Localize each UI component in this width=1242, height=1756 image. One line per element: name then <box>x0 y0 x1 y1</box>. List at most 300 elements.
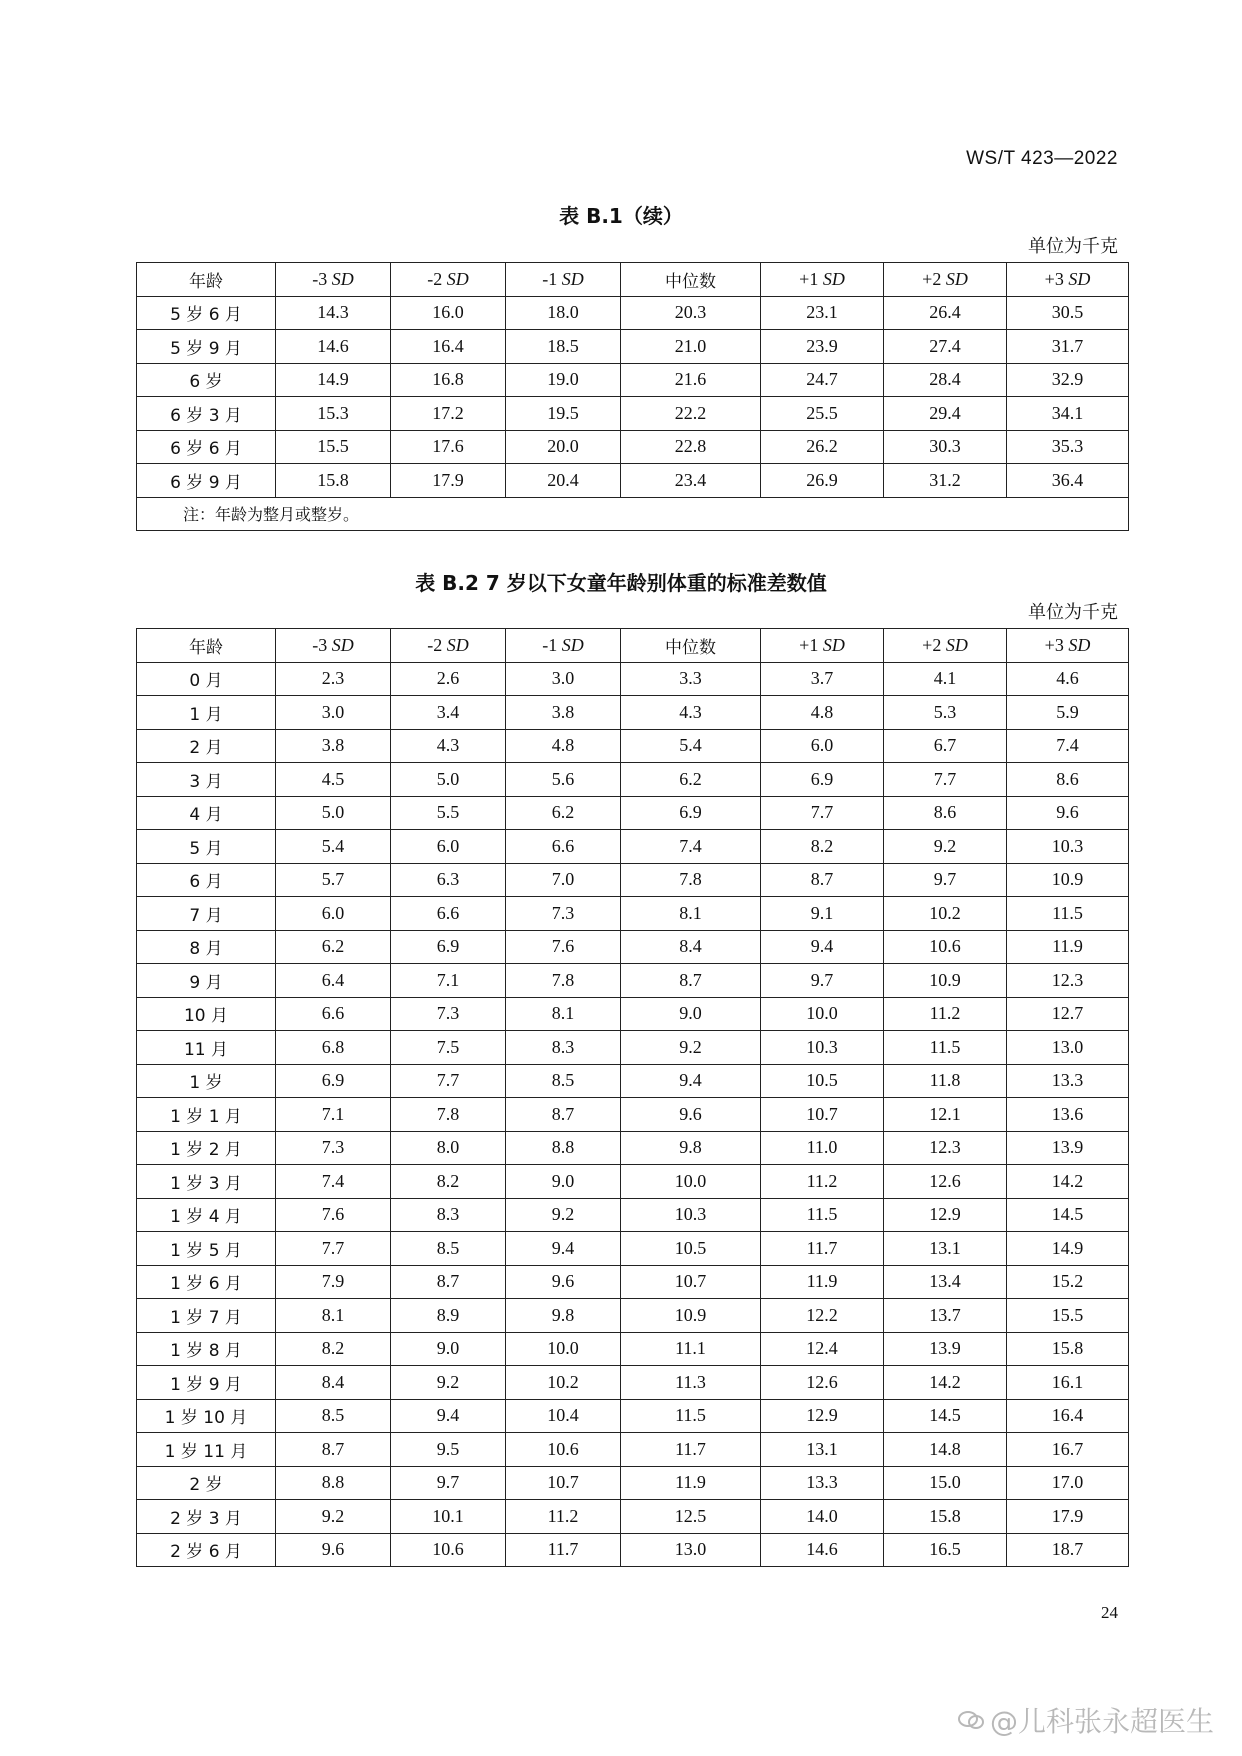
value-cell: 4.6 <box>1007 662 1129 696</box>
table-row <box>137 1533 1129 1567</box>
value-cell: 11.9 <box>1007 930 1129 964</box>
table1-col-header: +2 SD <box>884 263 1007 297</box>
age-cell: 6 月 <box>137 863 276 897</box>
table-row <box>137 1165 1129 1199</box>
value-cell: 8.2 <box>761 830 884 864</box>
value-cell: 32.9 <box>1007 363 1129 397</box>
value-cell: 12.9 <box>761 1399 884 1433</box>
value-cell: 13.6 <box>1007 1098 1129 1132</box>
age-cell: 2 岁 3 月 <box>137 1500 276 1534</box>
value-cell: 6.9 <box>621 796 761 830</box>
value-cell: 17.0 <box>1007 1466 1129 1500</box>
value-cell: 26.4 <box>884 296 1007 330</box>
age-cell: 1 岁 8 月 <box>137 1332 276 1366</box>
value-cell: 10.6 <box>391 1533 506 1567</box>
value-cell: 9.7 <box>884 863 1007 897</box>
table1 <box>136 262 1129 531</box>
value-cell: 12.5 <box>621 1500 761 1534</box>
value-cell: 16.1 <box>1007 1366 1129 1400</box>
table-row <box>137 729 1129 763</box>
value-cell: 9.2 <box>621 1031 761 1065</box>
value-cell: 8.4 <box>621 930 761 964</box>
value-cell: 11.5 <box>761 1198 884 1232</box>
value-cell: 26.9 <box>761 464 884 498</box>
age-cell: 11 月 <box>137 1031 276 1065</box>
value-cell: 12.3 <box>884 1131 1007 1165</box>
value-cell: 6.0 <box>761 729 884 763</box>
value-cell: 6.2 <box>621 763 761 797</box>
table2-header-row <box>137 629 1129 663</box>
value-cell: 7.8 <box>621 863 761 897</box>
age-cell: 1 岁 11 月 <box>137 1433 276 1467</box>
value-cell: 9.4 <box>391 1399 506 1433</box>
value-cell: 7.7 <box>761 796 884 830</box>
value-cell: 8.4 <box>276 1366 391 1400</box>
value-cell: 8.5 <box>506 1064 621 1098</box>
value-cell: 18.0 <box>506 296 621 330</box>
value-cell: 23.9 <box>761 330 884 364</box>
value-cell: 14.9 <box>276 363 391 397</box>
value-cell: 5.3 <box>884 696 1007 730</box>
value-cell: 6.6 <box>506 830 621 864</box>
value-cell: 14.0 <box>761 1500 884 1534</box>
value-cell: 6.4 <box>276 964 391 998</box>
value-cell: 5.4 <box>621 729 761 763</box>
value-cell: 7.3 <box>506 897 621 931</box>
value-cell: 9.6 <box>506 1265 621 1299</box>
age-cell: 2 岁 6 月 <box>137 1533 276 1567</box>
value-cell: 10.7 <box>621 1265 761 1299</box>
value-cell: 3.4 <box>391 696 506 730</box>
value-cell: 13.0 <box>621 1533 761 1567</box>
value-cell: 15.3 <box>276 397 391 431</box>
value-cell: 17.6 <box>391 430 506 464</box>
value-cell: 29.4 <box>884 397 1007 431</box>
value-cell: 30.5 <box>1007 296 1129 330</box>
value-cell: 8.5 <box>276 1399 391 1433</box>
value-cell: 2.3 <box>276 662 391 696</box>
value-cell: 14.5 <box>884 1399 1007 1433</box>
value-cell: 11.8 <box>884 1064 1007 1098</box>
value-cell: 3.0 <box>506 662 621 696</box>
value-cell: 9.2 <box>884 830 1007 864</box>
table2-col-header: -2 SD <box>391 629 506 663</box>
age-cell: 7 月 <box>137 897 276 931</box>
age-cell: 1 岁 10 月 <box>137 1399 276 1433</box>
table1-col-header: +3 SD <box>1007 263 1129 297</box>
value-cell: 6.6 <box>276 997 391 1031</box>
value-cell: 14.8 <box>884 1433 1007 1467</box>
value-cell: 19.5 <box>506 397 621 431</box>
table2-col-header: -3 SD <box>276 629 391 663</box>
value-cell: 9.6 <box>621 1098 761 1132</box>
table-row <box>137 830 1129 864</box>
value-cell: 11.5 <box>621 1399 761 1433</box>
value-cell: 8.6 <box>1007 763 1129 797</box>
value-cell: 11.3 <box>621 1366 761 1400</box>
value-cell: 9.7 <box>391 1466 506 1500</box>
age-cell: 6 岁 <box>137 363 276 397</box>
age-cell: 9 月 <box>137 964 276 998</box>
table2-caption: 表 B.2 7 岁以下女童年龄别体重的标准差数值 <box>415 571 827 595</box>
table-note: 注：年龄为整月或整岁。 <box>137 497 1129 531</box>
age-cell: 8 月 <box>137 930 276 964</box>
table-row <box>137 1399 1129 1433</box>
value-cell: 17.9 <box>1007 1500 1129 1534</box>
age-cell: 5 月 <box>137 830 276 864</box>
table1-col-header: -3 SD <box>276 263 391 297</box>
value-cell: 9.2 <box>391 1366 506 1400</box>
value-cell: 14.5 <box>1007 1198 1129 1232</box>
value-cell: 16.7 <box>1007 1433 1129 1467</box>
value-cell: 25.5 <box>761 397 884 431</box>
value-cell: 6.2 <box>276 930 391 964</box>
table1-col-header: -1 SD <box>506 263 621 297</box>
value-cell: 11.2 <box>761 1165 884 1199</box>
value-cell: 13.3 <box>1007 1064 1129 1098</box>
value-cell: 4.5 <box>276 763 391 797</box>
value-cell: 23.4 <box>621 464 761 498</box>
table-row <box>137 964 1129 998</box>
table1-header-row <box>137 263 1129 297</box>
value-cell: 8.9 <box>391 1299 506 1333</box>
table2 <box>136 628 1129 1567</box>
value-cell: 10.9 <box>884 964 1007 998</box>
value-cell: 12.1 <box>884 1098 1007 1132</box>
value-cell: 6.0 <box>276 897 391 931</box>
age-cell: 5 岁 6 月 <box>137 296 276 330</box>
watermark-logo-icon <box>958 1710 984 1730</box>
value-cell: 14.3 <box>276 296 391 330</box>
value-cell: 7.1 <box>391 964 506 998</box>
value-cell: 10.0 <box>621 1165 761 1199</box>
value-cell: 20.3 <box>621 296 761 330</box>
value-cell: 9.8 <box>621 1131 761 1165</box>
value-cell: 8.3 <box>506 1031 621 1065</box>
value-cell: 13.4 <box>884 1265 1007 1299</box>
value-cell: 20.0 <box>506 430 621 464</box>
value-cell: 8.7 <box>391 1265 506 1299</box>
value-cell: 26.2 <box>761 430 884 464</box>
value-cell: 13.1 <box>884 1232 1007 1266</box>
value-cell: 13.9 <box>1007 1131 1129 1165</box>
value-cell: 5.7 <box>276 863 391 897</box>
value-cell: 9.4 <box>506 1232 621 1266</box>
age-cell: 1 岁 6 月 <box>137 1265 276 1299</box>
value-cell: 6.6 <box>391 897 506 931</box>
value-cell: 35.3 <box>1007 430 1129 464</box>
value-cell: 17.9 <box>391 464 506 498</box>
table-row <box>137 1131 1129 1165</box>
value-cell: 11.9 <box>621 1466 761 1500</box>
value-cell: 10.2 <box>884 897 1007 931</box>
value-cell: 14.2 <box>1007 1165 1129 1199</box>
age-cell: 6 岁 6 月 <box>137 430 276 464</box>
value-cell: 9.0 <box>506 1165 621 1199</box>
value-cell: 10.1 <box>391 1500 506 1534</box>
watermark-text: @儿科张永超医生 <box>989 1705 1214 1738</box>
age-cell: 4 月 <box>137 796 276 830</box>
table1-col-header: +1 SD <box>761 263 884 297</box>
note-row <box>137 497 1129 531</box>
value-cell: 14.9 <box>1007 1232 1129 1266</box>
value-cell: 11.7 <box>506 1533 621 1567</box>
value-cell: 9.0 <box>621 997 761 1031</box>
table1-caption: 表 B.1（续） <box>559 204 683 228</box>
value-cell: 8.5 <box>391 1232 506 1266</box>
value-cell: 5.5 <box>391 796 506 830</box>
value-cell: 10.2 <box>506 1366 621 1400</box>
value-cell: 10.3 <box>1007 830 1129 864</box>
table-row <box>137 662 1129 696</box>
table-row <box>137 1031 1129 1065</box>
value-cell: 15.5 <box>1007 1299 1129 1333</box>
table-row <box>137 1098 1129 1132</box>
value-cell: 9.4 <box>621 1064 761 1098</box>
value-cell: 10.6 <box>884 930 1007 964</box>
value-cell: 4.3 <box>621 696 761 730</box>
value-cell: 15.5 <box>276 430 391 464</box>
value-cell: 3.3 <box>621 662 761 696</box>
value-cell: 14.6 <box>276 330 391 364</box>
value-cell: 5.6 <box>506 763 621 797</box>
table1-col-header: -2 SD <box>391 263 506 297</box>
value-cell: 10.5 <box>621 1232 761 1266</box>
value-cell: 24.7 <box>761 363 884 397</box>
value-cell: 22.8 <box>621 430 761 464</box>
value-cell: 5.0 <box>276 796 391 830</box>
age-cell: 1 岁 3 月 <box>137 1165 276 1199</box>
value-cell: 17.2 <box>391 397 506 431</box>
value-cell: 11.9 <box>761 1265 884 1299</box>
value-cell: 13.7 <box>884 1299 1007 1333</box>
table-row <box>137 1466 1129 1500</box>
age-cell: 6 岁 9 月 <box>137 464 276 498</box>
value-cell: 4.8 <box>506 729 621 763</box>
page-number: 24 <box>1101 1603 1118 1622</box>
table-row <box>137 897 1129 931</box>
value-cell: 7.8 <box>506 964 621 998</box>
value-cell: 28.4 <box>884 363 1007 397</box>
value-cell: 11.5 <box>1007 897 1129 931</box>
watermark <box>958 1700 1214 1740</box>
table-row <box>137 796 1129 830</box>
table-row <box>137 330 1129 364</box>
table-row <box>137 1500 1129 1534</box>
value-cell: 11.7 <box>761 1232 884 1266</box>
value-cell: 8.6 <box>884 796 1007 830</box>
value-cell: 34.1 <box>1007 397 1129 431</box>
table2-col-header: +3 SD <box>1007 629 1129 663</box>
value-cell: 7.7 <box>276 1232 391 1266</box>
value-cell: 15.0 <box>884 1466 1007 1500</box>
value-cell: 15.8 <box>884 1500 1007 1534</box>
value-cell: 6.8 <box>276 1031 391 1065</box>
age-cell: 1 岁 5 月 <box>137 1232 276 1266</box>
value-cell: 7.7 <box>884 763 1007 797</box>
value-cell: 9.6 <box>276 1533 391 1567</box>
value-cell: 10.7 <box>761 1098 884 1132</box>
value-cell: 12.7 <box>1007 997 1129 1031</box>
value-cell: 9.6 <box>1007 796 1129 830</box>
table-row <box>137 1299 1129 1333</box>
value-cell: 14.2 <box>884 1366 1007 1400</box>
value-cell: 11.1 <box>621 1332 761 1366</box>
value-cell: 16.4 <box>391 330 506 364</box>
value-cell: 13.3 <box>761 1466 884 1500</box>
value-cell: 6.9 <box>391 930 506 964</box>
value-cell: 8.7 <box>761 863 884 897</box>
value-cell: 2.6 <box>391 662 506 696</box>
value-cell: 18.5 <box>506 330 621 364</box>
age-cell: 1 岁 <box>137 1064 276 1098</box>
value-cell: 14.6 <box>761 1533 884 1567</box>
table2-col-header: 年龄 <box>137 629 276 663</box>
value-cell: 8.3 <box>391 1198 506 1232</box>
value-cell: 20.4 <box>506 464 621 498</box>
table-row <box>137 1232 1129 1266</box>
value-cell: 5.9 <box>1007 696 1129 730</box>
value-cell: 11.5 <box>884 1031 1007 1065</box>
age-cell: 1 岁 2 月 <box>137 1131 276 1165</box>
value-cell: 13.1 <box>761 1433 884 1467</box>
value-cell: 9.1 <box>761 897 884 931</box>
value-cell: 9.2 <box>506 1198 621 1232</box>
value-cell: 21.0 <box>621 330 761 364</box>
value-cell: 36.4 <box>1007 464 1129 498</box>
age-cell: 3 月 <box>137 763 276 797</box>
value-cell: 23.1 <box>761 296 884 330</box>
table-row <box>137 1265 1129 1299</box>
value-cell: 8.7 <box>621 964 761 998</box>
value-cell: 15.8 <box>276 464 391 498</box>
value-cell: 16.4 <box>1007 1399 1129 1433</box>
age-cell: 10 月 <box>137 997 276 1031</box>
table-row <box>137 1433 1129 1467</box>
value-cell: 9.8 <box>506 1299 621 1333</box>
value-cell: 7.1 <box>276 1098 391 1132</box>
value-cell: 10.9 <box>621 1299 761 1333</box>
age-cell: 6 岁 3 月 <box>137 397 276 431</box>
value-cell: 7.8 <box>391 1098 506 1132</box>
value-cell: 15.8 <box>1007 1332 1129 1366</box>
age-cell: 2 岁 <box>137 1466 276 1500</box>
age-cell: 1 岁 9 月 <box>137 1366 276 1400</box>
value-cell: 8.1 <box>506 997 621 1031</box>
value-cell: 3.8 <box>506 696 621 730</box>
age-cell: 1 岁 4 月 <box>137 1198 276 1232</box>
value-cell: 10.4 <box>506 1399 621 1433</box>
value-cell: 11.2 <box>506 1500 621 1534</box>
value-cell: 6.9 <box>276 1064 391 1098</box>
table-row <box>137 1198 1129 1232</box>
value-cell: 16.5 <box>884 1533 1007 1567</box>
age-cell: 1 月 <box>137 696 276 730</box>
age-cell: 5 岁 9 月 <box>137 330 276 364</box>
value-cell: 12.4 <box>761 1332 884 1366</box>
table1-unit: 单位为千克 <box>1028 236 1118 257</box>
value-cell: 9.7 <box>761 964 884 998</box>
value-cell: 11.2 <box>884 997 1007 1031</box>
value-cell: 3.0 <box>276 696 391 730</box>
value-cell: 10.3 <box>761 1031 884 1065</box>
age-cell: 1 岁 1 月 <box>137 1098 276 1132</box>
value-cell: 8.8 <box>276 1466 391 1500</box>
value-cell: 8.2 <box>391 1165 506 1199</box>
value-cell: 7.4 <box>621 830 761 864</box>
value-cell: 7.4 <box>276 1165 391 1199</box>
table2-unit: 单位为千克 <box>1028 602 1118 623</box>
table-row <box>137 1366 1129 1400</box>
value-cell: 8.8 <box>506 1131 621 1165</box>
value-cell: 9.4 <box>761 930 884 964</box>
value-cell: 8.7 <box>506 1098 621 1132</box>
value-cell: 6.7 <box>884 729 1007 763</box>
table-row <box>137 397 1129 431</box>
age-cell: 2 月 <box>137 729 276 763</box>
value-cell: 30.3 <box>884 430 1007 464</box>
value-cell: 11.0 <box>761 1131 884 1165</box>
value-cell: 10.9 <box>1007 863 1129 897</box>
value-cell: 10.0 <box>506 1332 621 1366</box>
value-cell: 22.2 <box>621 397 761 431</box>
value-cell: 7.4 <box>1007 729 1129 763</box>
table-row <box>137 1064 1129 1098</box>
table1-col-header: 中位数 <box>621 263 761 297</box>
value-cell: 7.7 <box>391 1064 506 1098</box>
value-cell: 7.9 <box>276 1265 391 1299</box>
value-cell: 6.2 <box>506 796 621 830</box>
value-cell: 18.7 <box>1007 1533 1129 1567</box>
value-cell: 11.7 <box>621 1433 761 1467</box>
value-cell: 10.0 <box>761 997 884 1031</box>
value-cell: 4.1 <box>884 662 1007 696</box>
value-cell: 7.3 <box>276 1131 391 1165</box>
value-cell: 12.2 <box>761 1299 884 1333</box>
value-cell: 10.7 <box>506 1466 621 1500</box>
table-row <box>137 863 1129 897</box>
value-cell: 4.3 <box>391 729 506 763</box>
value-cell: 12.6 <box>761 1366 884 1400</box>
value-cell: 6.0 <box>391 830 506 864</box>
value-cell: 31.7 <box>1007 330 1129 364</box>
value-cell: 7.0 <box>506 863 621 897</box>
table2-col-header: 中位数 <box>621 629 761 663</box>
value-cell: 6.3 <box>391 863 506 897</box>
value-cell: 5.4 <box>276 830 391 864</box>
table-row <box>137 763 1129 797</box>
value-cell: 8.1 <box>621 897 761 931</box>
value-cell: 19.0 <box>506 363 621 397</box>
value-cell: 8.1 <box>276 1299 391 1333</box>
table2-col-header: -1 SD <box>506 629 621 663</box>
value-cell: 27.4 <box>884 330 1007 364</box>
value-cell: 12.6 <box>884 1165 1007 1199</box>
value-cell: 10.3 <box>621 1198 761 1232</box>
table2-col-header: +1 SD <box>761 629 884 663</box>
value-cell: 3.8 <box>276 729 391 763</box>
table-row <box>137 930 1129 964</box>
value-cell: 12.3 <box>1007 964 1129 998</box>
table-row <box>137 1332 1129 1366</box>
value-cell: 10.5 <box>761 1064 884 1098</box>
value-cell: 9.5 <box>391 1433 506 1467</box>
value-cell: 8.7 <box>276 1433 391 1467</box>
value-cell: 8.2 <box>276 1332 391 1366</box>
value-cell: 9.2 <box>276 1500 391 1534</box>
value-cell: 16.0 <box>391 296 506 330</box>
value-cell: 13.9 <box>884 1332 1007 1366</box>
